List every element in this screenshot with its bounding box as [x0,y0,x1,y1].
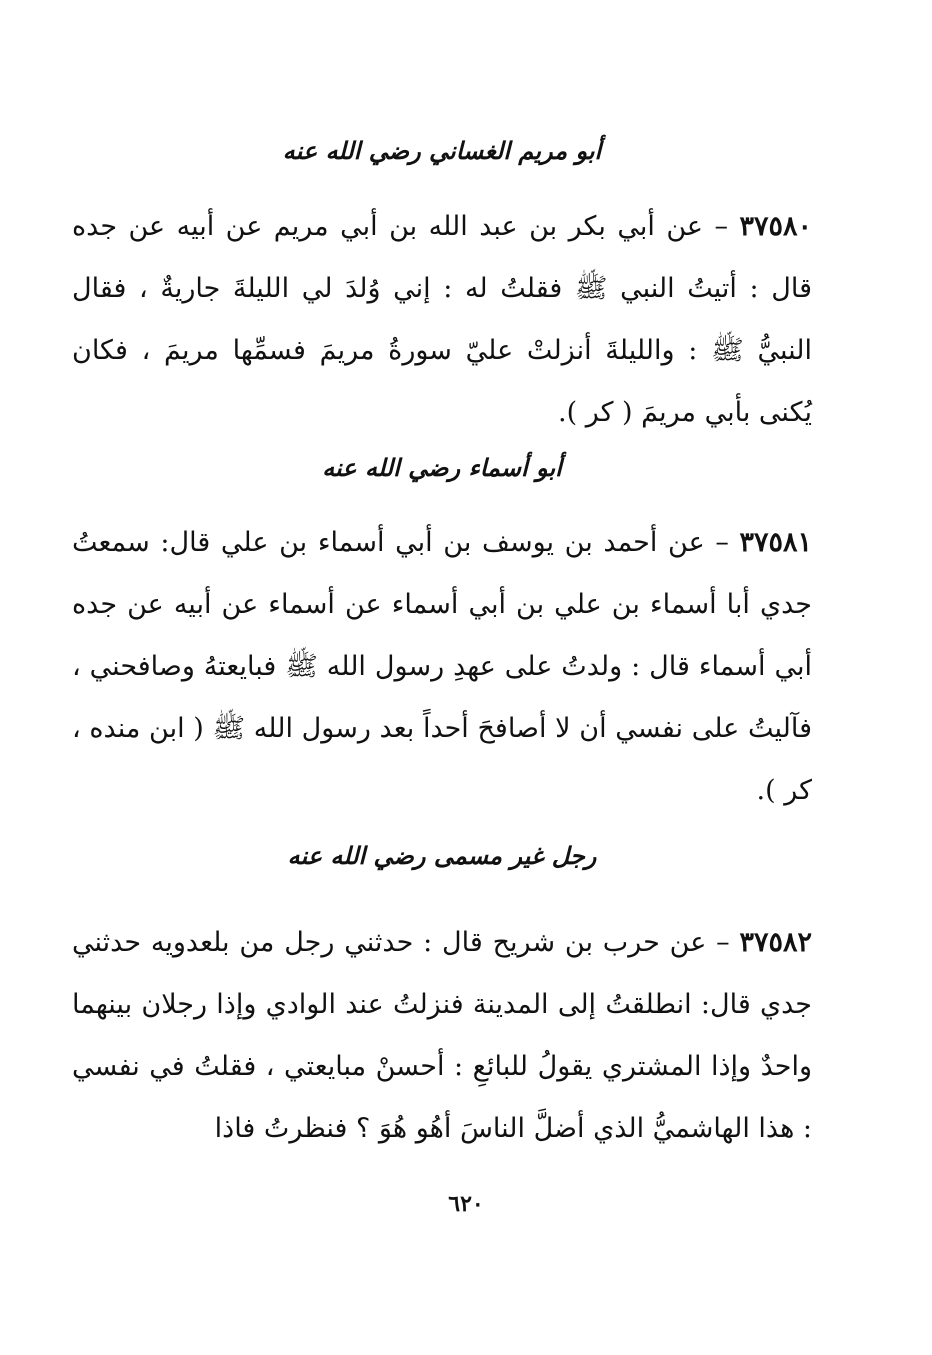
hadith-37581 [72,512,812,822]
hadith-37582 [72,912,812,1160]
hadith-number: ٣٧٥٨٠ [739,211,812,242]
section-heading-abu-maryam: أبو مريم الغساني رضي الله عنه [282,136,602,165]
section-heading-abu-asma: أبو أسماء رضي الله عنه [322,453,562,482]
hadith-number: ٣٧٥٨٢ [739,927,812,958]
hadith-number: ٣٧٥٨١ [739,527,812,558]
hadith-paragraph [72,512,812,822]
hadith-paragraph [72,196,812,444]
section-heading-unnamed-man: رجل غير مسمى رضي الله عنه [287,841,597,870]
hadith-text: – عن أبي بكر بن عبد الله بن أبي مريم عن أبيه عن جده قال : أتيتُ النبي ﷺ فقلتُ له : إني وُلدَ لي الليلةَ جاريةٌ ، فقال النبيُّ ﷺ : والليلةَ أنزلتْ عليّ سورةُ مريمَ فسمِّها مريمَ ، فكان يُكنى بأبي مريمَ ( كر ). [72,211,812,428]
hadith-37580 [72,196,812,444]
page-number: ٦٢٠ [448,1191,484,1217]
hadith-text: – عن أحمد بن يوسف بن أبي أسماء بن علي قال: سمعتُ جدي أبا أسماء بن علي بن أبي أسماء عن أسماء عن أبيه عن جده أبي أسماء قال : ولدتُ على عهدِ رسول الله ﷺ فبايعتهُ وصافحني ، فآليتُ على نفسي أن لا أصافحَ أحداً بعد رسول الله ﷺ ( ابن منده ، كر ). [72,527,812,806]
hadith-paragraph [72,912,812,1160]
hadith-text: – عن حرب بن شريح قال : حدثني رجل من بلعدويه حدثني جدي قال: انطلقتُ إلى المدينة فنزلتُ عند الوادي وإذا رجلان بينهما واحدٌ وإذا المشتري يقولُ للبائعِ : أحسنْ مبايعتي ، فقلتُ في نفسي : هذا الهاشميُّ الذي أضلَّ الناسَ أهُو هُوَ ؟ فنظرتُ فاذا [72,927,812,1144]
